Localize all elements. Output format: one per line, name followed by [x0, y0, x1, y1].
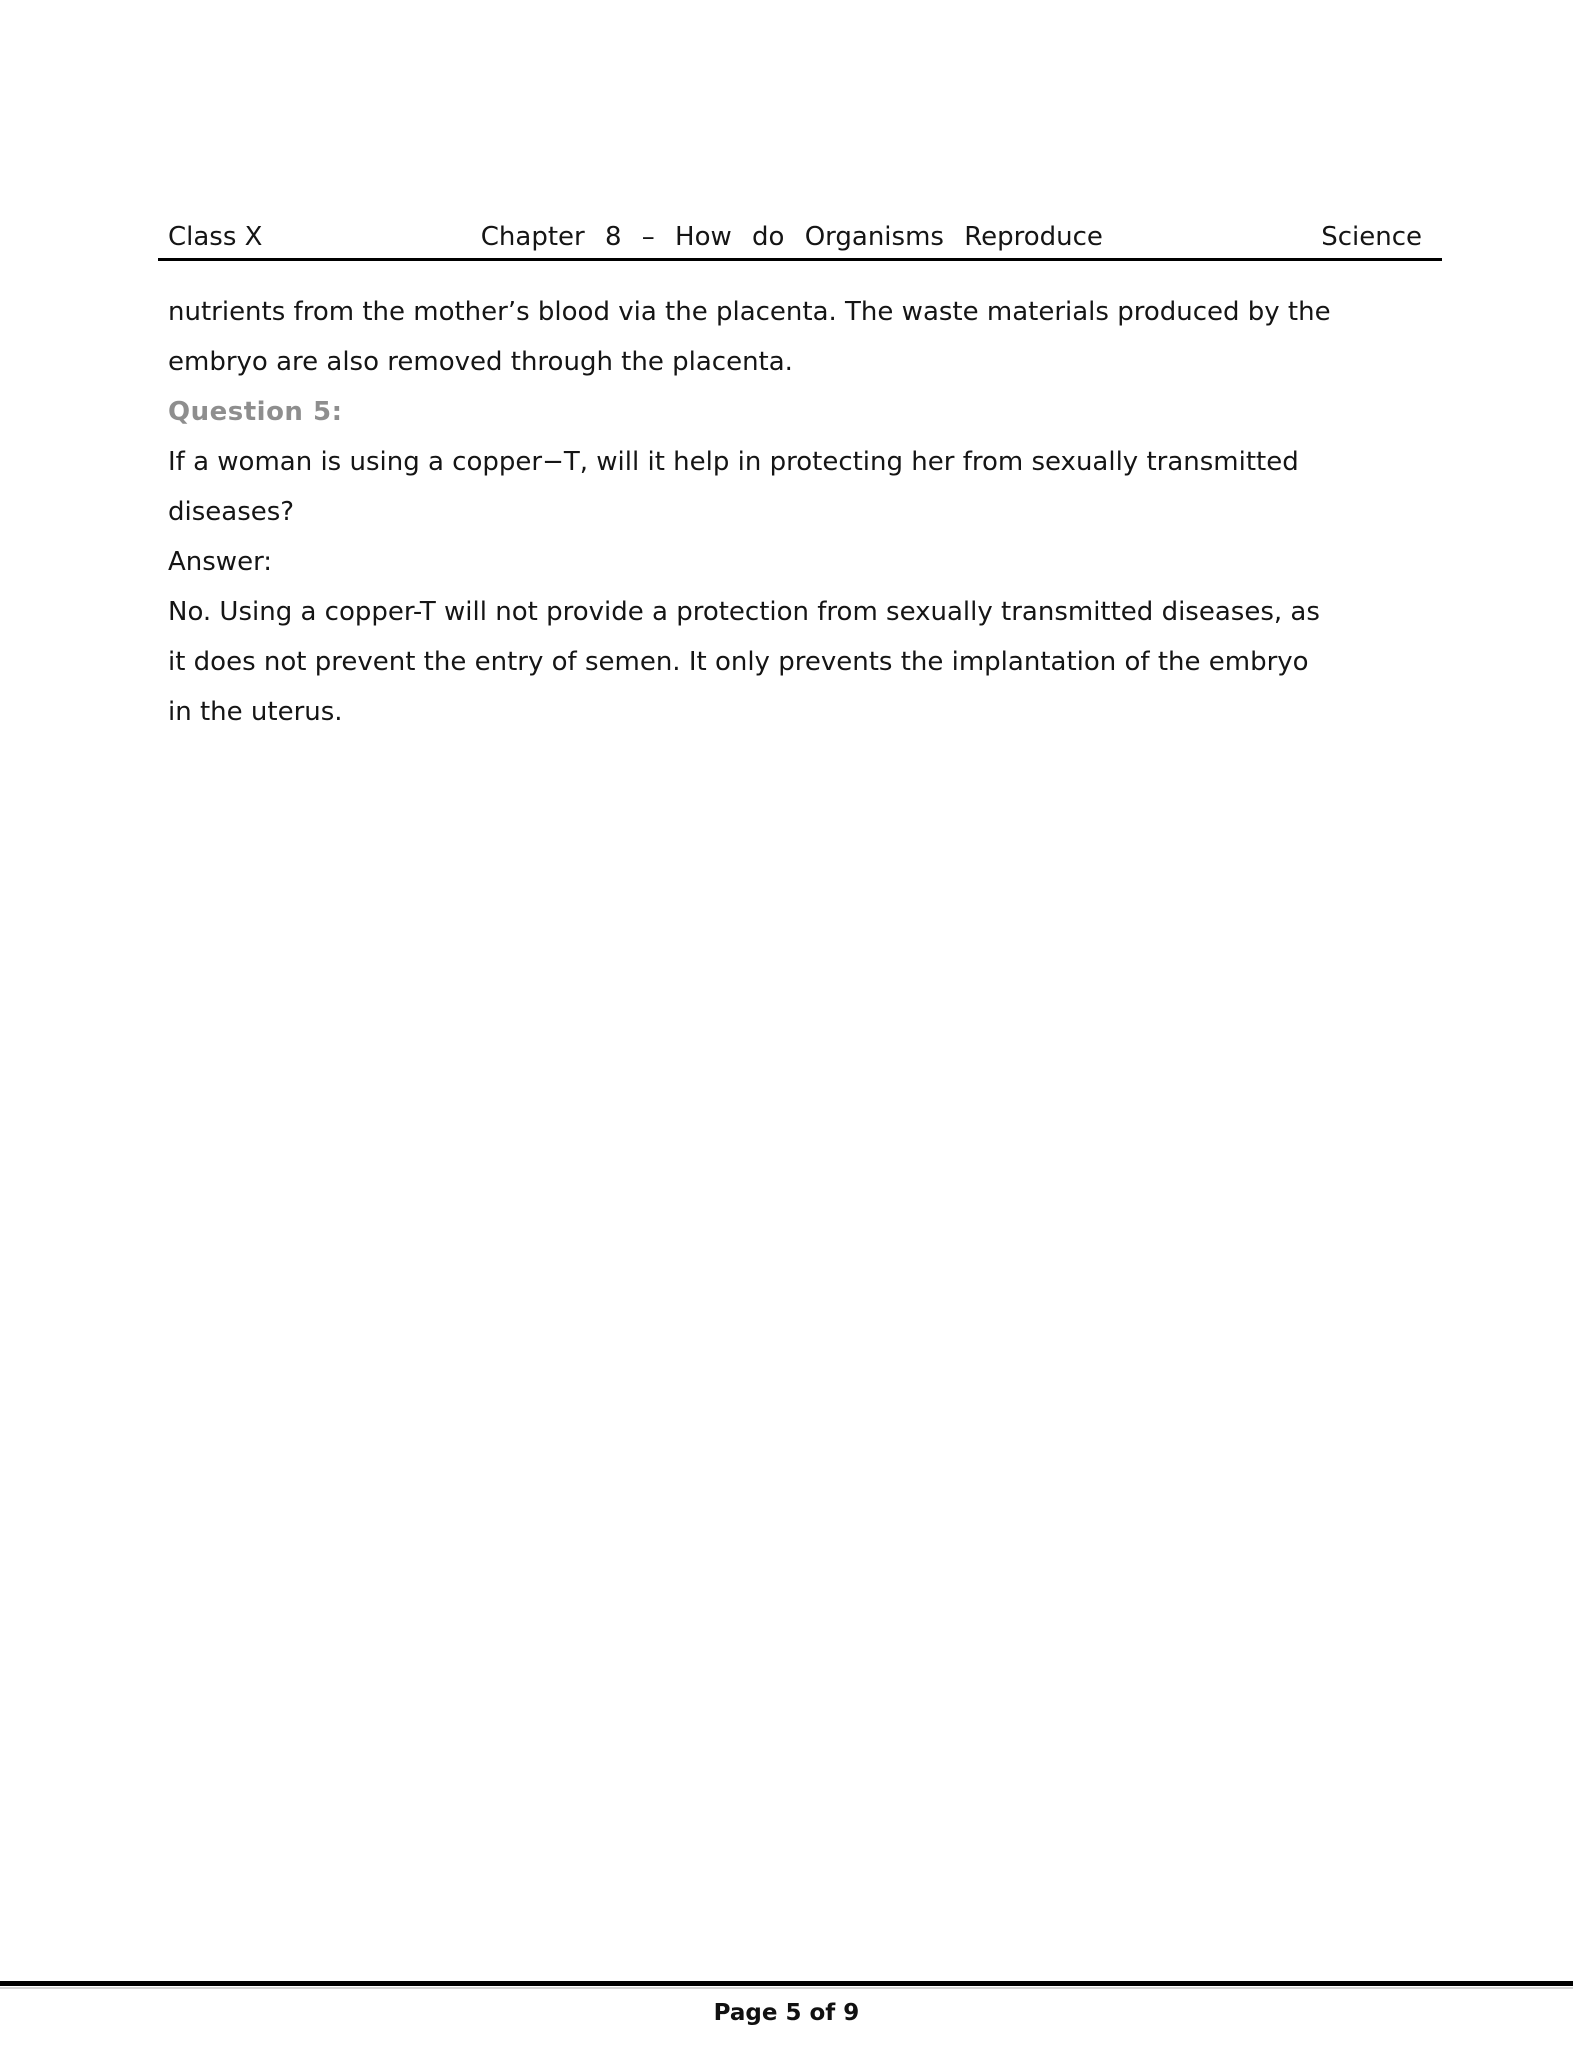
- question-heading: Question 5:: [168, 397, 343, 427]
- header-chapter-title: Chapter 8 – How do Organisms Reproduce: [480, 222, 1103, 252]
- header-rule: [158, 258, 1442, 261]
- answer-text-line: it does not prevent the entry of semen. It only prevents the implantation of the embryo: [168, 647, 1309, 677]
- page-header: [168, 220, 1422, 254]
- header-class-label: Class X: [168, 222, 263, 252]
- intro-paragraph-line: nutrients from the mother’s blood via the placenta. The waste materials produced by the: [168, 297, 1331, 327]
- page-number-label: Page 5 of 9: [713, 2000, 860, 2026]
- footer-rule: [0, 1981, 1573, 1986]
- answer-text-line: in the uterus.: [168, 697, 343, 727]
- intro-paragraph-line: embryo are also removed through the placenta.: [168, 347, 793, 377]
- header-subject-label: Science: [1321, 222, 1422, 252]
- document-body: [168, 287, 1458, 737]
- question-text-line: If a woman is using a copper−T, will it help in protecting her from sexually transmitted: [168, 447, 1299, 477]
- answer-heading: Answer:: [168, 547, 273, 577]
- question-text-line: diseases?: [168, 497, 295, 527]
- answer-text-line: No. Using a copper-T will not provide a protection from sexually transmitted diseases, as: [168, 597, 1320, 627]
- footer-rule-shadow: [0, 1987, 1573, 1989]
